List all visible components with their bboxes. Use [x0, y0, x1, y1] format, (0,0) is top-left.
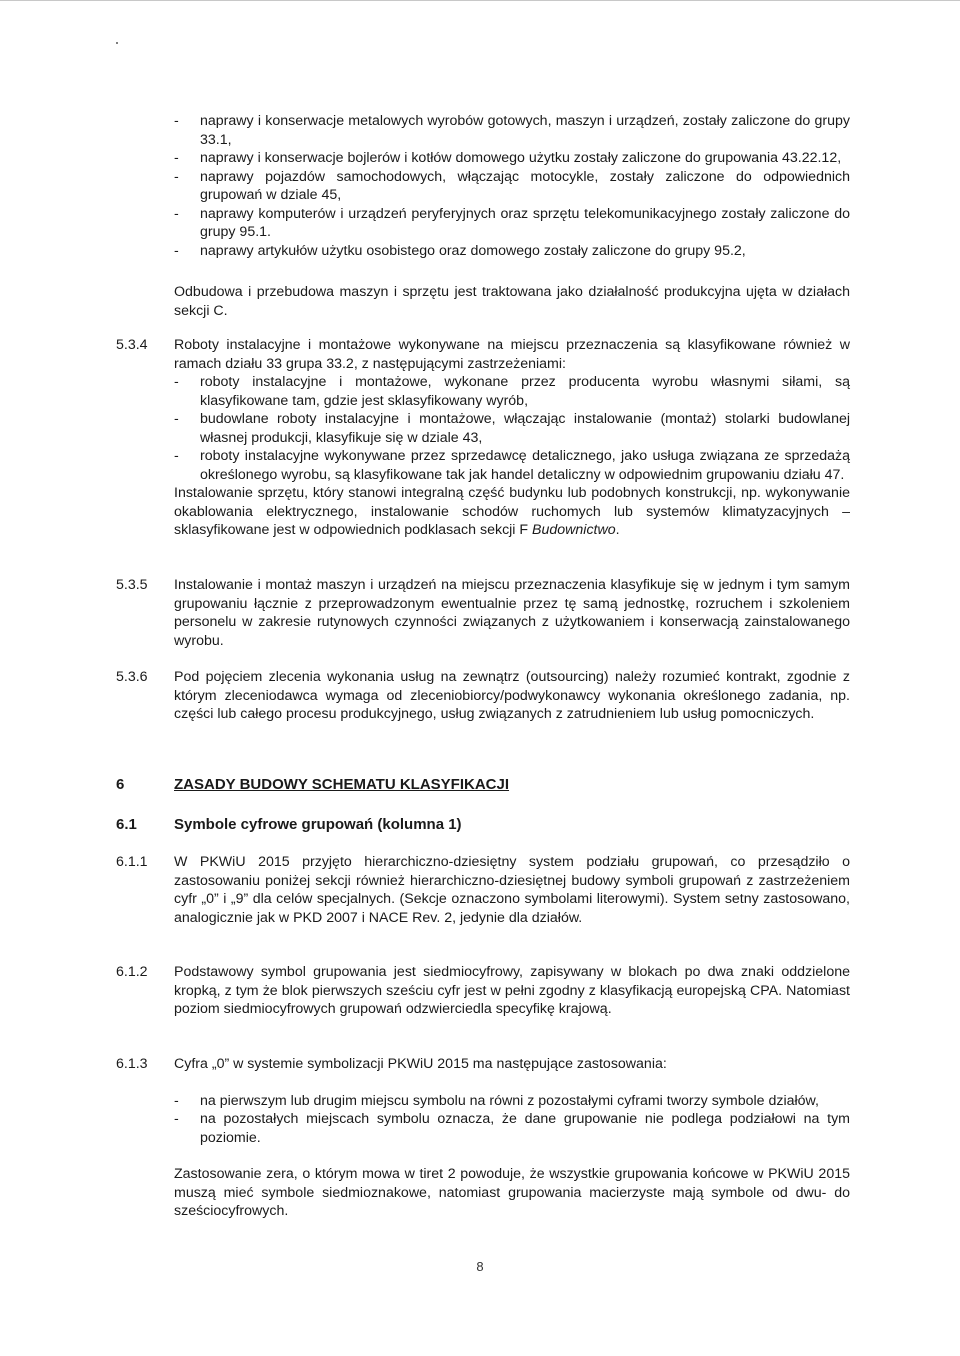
subchapter-title: Symbole cyfrowe grupowań (kolumna 1): [174, 816, 462, 833]
section-6-1-2-text: Podstawowy symbol grupowania jest siedmiocyfrowy, zapisywany w blokach po dwa znaki oddzielone kropką, z tym że blok pierwszych sześciu cyfr jest w pełni zgodny z klasyfikacją europejską CPA. Natomiast poziom siedmiocyfrowych grupowań odzwierciedla specyfikę krajową.: [174, 964, 850, 1017]
repairs-list: [174, 112, 850, 260]
section-intro: Cyfra „0” w systemie symbolizacji PKWiU 2015 ma następujące zastosowania:: [174, 1056, 667, 1072]
list-item: - budowlane roboty instalacyjne i montażowe, włączając instalowanie (montaż) stolarki budowlanej własnej produkcji, klasyfikuje się w dziale 43,: [174, 410, 850, 447]
list-item: - naprawy pojazdów samochodowych, włączając motocykle, zostały zaliczone do odpowiednich grupowań w dziale 45,: [174, 168, 850, 205]
list-item: - roboty instalacyjne wykonywane przez sprzedawcę detalicznego, jako usługa związana ze sprzedażą określonego wyrobu, są klasyfikowane tak jak handel detaliczny w odpowiednim grupowaniu działu 47.: [174, 447, 850, 484]
list-item: - naprawy artykułów użytku osobistego oraz domowego zostały zaliczone do grupy 95.2,: [174, 242, 850, 261]
section-number-6-1-3: 6.1.3: [116, 1056, 148, 1072]
list-item: - naprawy i konserwacje bojlerów i kotłów domowego użytku zostały zaliczone do grupowania 43.22.12,: [174, 149, 850, 168]
section-6-1-1-text: W PKWiU 2015 przyjęto hierarchiczno-dziesiętny system podziału grupowań, co przesądziło o zastosowaniu poniżej sekcji również hierarchiczno-dziesiętnej budowy symboli grupowań z zastrzeżeniem cyfr „0” i „9” dla celów specjalnych. (Sekcje oznaczono symbolami literowymi). System setny zastosowano, analogicznie jak w PKD 2007 i NACE Rev. 2, jedynie dla działów.: [174, 854, 850, 926]
section-number-6-1-2: 6.1.2: [116, 964, 148, 980]
page-number: 8: [476, 1259, 484, 1274]
section-number-5-3-5: 5.3.5: [116, 577, 148, 593]
section-5-3-6-text: Pod pojęciem zlecenia wykonania usług na zewnątrz (outsourcing) należy rozumieć kontrakt, zgodnie z którym zleceniodawca wymaga od zleceniobiorcy/podwykonawcy wykonania określonego zadania, np. części lub całego procesu produkcyjnego, usług związanych z zatrudnieniem lub usług pomocniczych.: [174, 669, 850, 722]
scan-speck: [116, 42, 118, 44]
section-6-1-3-body: [174, 1055, 850, 1221]
italic-term: Budownictwo: [532, 522, 616, 538]
subchapter-number: 6.1: [116, 816, 137, 833]
list-item: - naprawy komputerów i urządzeń peryferyjnych oraz sprzętu telekomunikacyjnego zostały zaliczone do grupy 95.1.: [174, 205, 850, 242]
list-item: - na pierwszym lub drugim miejscu symbolu na równi z pozostałymi cyframi tworzy symbole działów,: [174, 1092, 850, 1111]
top-border-line: [0, 0, 960, 1]
list-item: - na pozostałych miejscach symbolu oznacza, że dane grupowanie nie podlega podziałowi na tym poziomie.: [174, 1110, 850, 1147]
section-5-3-5-text: Instalowanie i montaż maszyn i urządzeń na miejscu przeznaczenia klasyfikuje się w jednym i tym samym grupowaniu łącznie z przeprowadzonym ewentualnie przez tę samą jednostkę, rozruchem i szkoleniem personelu w zakresie rutynowych czynności związanych z użytkowaniem i konserwacją zainstalowanego wyrobu.: [174, 577, 850, 649]
section-outro: Zastosowanie zera, o którym mowa w tiret 2 powoduje, że wszystkie grupowania końcowe w PKWiU 2015 muszą mieć symbole siedmioznakowe, natomiast grupowania macierzyste mają symbole od dwu- do sześciocyfrowych.: [174, 1166, 850, 1219]
section-number-5-3-4: 5.3.4: [116, 337, 148, 353]
section-intro: Roboty instalacyjne i montażowe wykonywane na miejscu przeznaczenia są klasyfikowane również w ramach działu 33 grupa 33.2, z następującymi zastrzeżeniami:: [174, 337, 850, 372]
zero-uses-list: [174, 1092, 850, 1148]
rebuild-paragraph: Odbudowa i przebudowa maszyn i sprzętu jest traktowana jako działalność produkcyjna ujęta w działach sekcji C.: [174, 284, 850, 319]
exceptions-list: [174, 373, 850, 484]
chapter-number: 6: [116, 776, 125, 793]
section-5-3-4-body: [174, 336, 850, 540]
list-item: - roboty instalacyjne i montażowe, wykonane przez producenta wyrobu własnymi siłami, są klasyfikowane tam, gdzie jest sklasyfikowany wyrób,: [174, 373, 850, 410]
section-number-6-1-1: 6.1.1: [116, 854, 148, 870]
list-item: - naprawy i konserwacje metalowych wyrobów gotowych, maszyn i urządzeń, zostały zaliczone do grupy 33.1,: [174, 112, 850, 149]
section-number-5-3-6: 5.3.6: [116, 669, 148, 685]
section-outro: Instalowanie sprzętu, który stanowi integralną część budynku lub podobnych konstrukcji, np. wykonywanie okablowania elektrycznego, instalowanie schodów ruchomych lub systemów klimatyzacyjnych – sklasyfikowane jest w odpowiednich podklasach sekcji F Budownictwo.: [174, 485, 850, 538]
chapter-title: ZASADY BUDOWY SCHEMATU KLASYFIKACJI: [174, 776, 510, 793]
